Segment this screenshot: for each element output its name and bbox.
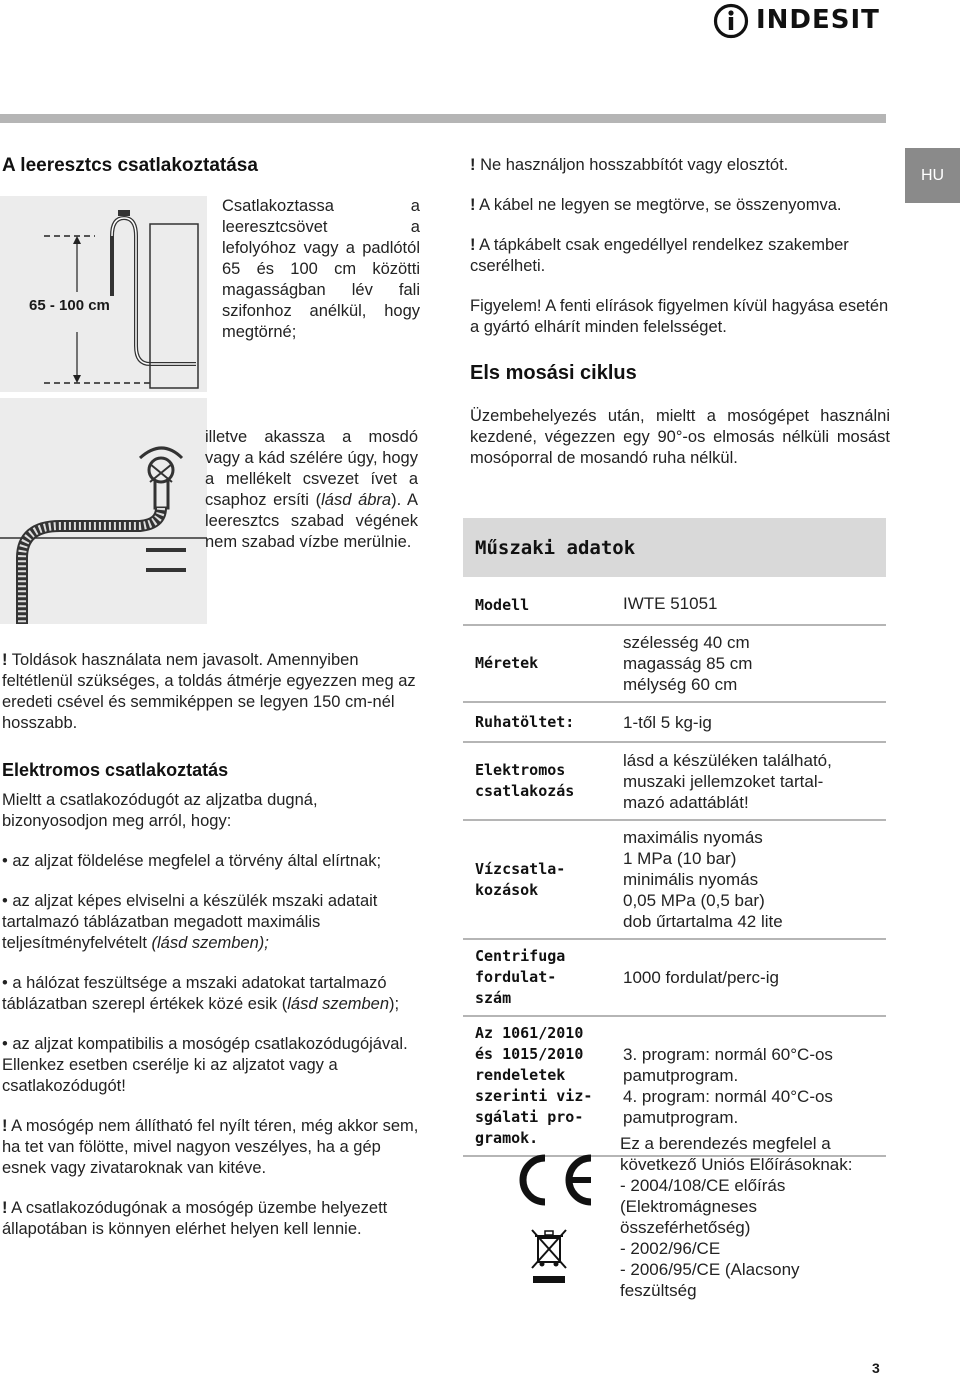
brand-logo xyxy=(712,2,888,40)
tech-data-row xyxy=(463,582,886,624)
tech-data-row xyxy=(463,938,886,1015)
cable-note-1-mark: ! xyxy=(470,156,476,174)
cable-note-3 xyxy=(470,235,890,277)
electrical-bullet-2-ref: (lásd szemben); xyxy=(151,934,269,952)
electrical-bullet-2-text: • az aljzat képes elviselni a készülék mszaki adatait tartalmazó táblázatban megadott maximális teljesítményfelvételt xyxy=(2,892,378,952)
cable-note-2 xyxy=(470,195,890,216)
tech-data-row xyxy=(463,741,886,819)
first-wash-text: Üzembehelyezés után, mieltt a mosógépet használni kezdené, végezzen egy 90°-os elmosás nélküli mosást mosóporral de mosandó ruha nélkül. xyxy=(470,407,890,467)
tech-data-row xyxy=(463,819,886,938)
weee-bin-icon xyxy=(527,1226,571,1286)
cable-note-3-body: A tápkábelt csak engedéllyel rendelkez szakember cserélheti. xyxy=(470,236,849,275)
tech-data-row xyxy=(463,624,886,701)
tech-data-header xyxy=(463,518,886,577)
drain-instruction-2-part-a: illetve akassza a mosdó vagy a kád szélére úgy, hogy a mellékelt csvezet ívet a csaphoz ersíti ( xyxy=(205,428,418,509)
height-range-label: 65 - 100 cm xyxy=(29,297,110,314)
cable-note-2-mark: ! xyxy=(470,196,476,214)
drain-instruction-2-text xyxy=(205,427,418,553)
tech-data-label: Vízcsatla- kozások xyxy=(475,859,566,899)
tech-data-value: szélesség 40 cm magasság 85 cm mélység 60 cm xyxy=(623,633,753,694)
extension-note-body: Toldások használata nem javasolt. Amennyiben feltétlenül szükséges, a toldás átmérje egyezzen meg az eredeti csével és semmiképpen se legyen 150 cm-nél hosszabb. xyxy=(2,651,416,732)
electrical-bullet-3-ref: lásd szemben xyxy=(287,995,390,1013)
language-badge-label: HU xyxy=(920,166,945,184)
drain-instruction-1 xyxy=(222,196,420,343)
page-number: 3 xyxy=(872,1360,880,1376)
outdoor-warning-mark: ! xyxy=(2,1117,8,1135)
tech-data-value: lásd a készüléken található, muszaki jellemzoket tartal- mazó adattáblát! xyxy=(623,750,832,812)
first-wash-title: Els mosási ciklus xyxy=(470,362,637,384)
electrical-bullet-3-end: ); xyxy=(389,995,400,1013)
cable-notes xyxy=(470,155,890,338)
tech-data-row xyxy=(463,701,886,741)
drain-figure-2 xyxy=(0,398,207,624)
tech-data-value: 1000 fordulat/perc-ig xyxy=(623,968,779,987)
outdoor-warning-body: A mosógép nem állítható fel nyílt téren, még akkor sem, ha tet van fölötte, mivel nagyon veszélyes, ha a gép esnek vagy zivataroknak van kitéve. xyxy=(2,1117,419,1177)
electrical-bullet-3 xyxy=(2,973,420,1015)
electrical-bullet-1: • az aljzat földelése megfelel a törvény által elírtnak; xyxy=(2,852,382,870)
drain-instruction-1-text: Csatlakoztassa a leeresztcsövet a lefolyóhoz vagy a padlótól 65 és 100 cm közötti magasságban lév fali szifonhoz anélkül, hogy megtörné; xyxy=(222,197,420,341)
electrical-bullet-2 xyxy=(2,891,420,954)
outdoor-warning xyxy=(2,1116,420,1179)
liability-warning: Figyelem! A fenti elírások figyelmen kívül hagyása esetén a gyártó elhárít minden felelsséget. xyxy=(470,297,889,336)
drain-figure-1 xyxy=(0,196,207,392)
electrical-bullet-3-text: • a hálózat feszültsége a mszaki adatokat tartalmazó táblázatban szerepl értékek közé esik ( xyxy=(2,974,387,1013)
tech-data-label: Méretek xyxy=(475,654,539,672)
tech-data-table xyxy=(463,582,886,1157)
tech-data-label: Az 1061/2010 és 1015/2010 rendeletek szerinti viz- sgálati pro- gramok. xyxy=(475,1024,593,1147)
cable-note-2-body: A kábel ne legyen se megtörve, se összenyomva. xyxy=(475,196,842,214)
cable-note-1-body: Ne használjon hosszabbítót vagy elosztót. xyxy=(475,156,789,174)
drain-instruction-2-part-b: ). A leeresztcs szabad végének nem szabad vízbe merülnie. xyxy=(205,491,418,551)
tech-data-title: Műszaki adatok xyxy=(475,537,636,559)
cable-note-1 xyxy=(470,155,890,176)
drain-section-title: A leeresztcs csatlakoztatása xyxy=(2,155,258,176)
tech-data-label: Ruhatöltet: xyxy=(475,712,575,731)
plug-access-warning-mark: ! xyxy=(2,1199,8,1217)
drain-instruction-2-ref: lásd ábra xyxy=(321,491,392,509)
extension-note-mark: ! xyxy=(2,651,8,669)
plug-access-warning xyxy=(2,1198,420,1240)
drain-height-diagram-icon xyxy=(0,196,207,392)
tech-data-label: Elektromos csatlakozás xyxy=(475,761,575,800)
electrical-section-body xyxy=(2,790,420,1240)
tech-data-value: 1-től 5 kg-ig xyxy=(623,712,712,732)
electrical-section-title: Elektromos csatlakoztatás xyxy=(2,760,229,780)
tech-data-label: Modell xyxy=(475,595,530,614)
header-rule xyxy=(0,114,886,123)
extension-note-text xyxy=(2,650,420,734)
tech-data-label: Centrifuga fordulat- szám xyxy=(475,947,566,1007)
tech-data-value: IWTE 51051 xyxy=(623,593,718,613)
brand-wordmark: INDESIT xyxy=(756,5,880,35)
ce-compliance-text: Ez a berendezés megfelel a következő Uniós Előírásoknak: - 2004/108/CE előírás (Elektromágneses összeférhetőség) - 2002/96/CE - 2006/95/CE (Alacsony feszültség xyxy=(620,1134,853,1300)
electrical-intro: Mieltt a csatlakozódugót az aljzatba dugná, bizonyosodjon meg arról, hogy: xyxy=(2,791,318,830)
sink-hook-diagram-icon xyxy=(0,398,207,624)
language-badge xyxy=(905,148,960,203)
extension-note xyxy=(2,650,420,734)
plug-access-warning-body: A csatlakozódugónak a mosógép üzembe helyezett állapotában is könnyen elérhet helyen kell lennie. xyxy=(2,1199,388,1238)
electrical-bullet-4: • az aljzat kompatibilis a mosógép csatlakozódugójával. Ellenkez esetben cserélje ki az aljzatot vagy a csatlakozódugót! xyxy=(2,1035,408,1095)
cable-note-3-mark: ! xyxy=(470,236,476,254)
tech-data-value: maximális nyomás 1 MPa (10 bar) minimális nyomás 0,05 MPa (0,5 bar) dob űrtartalma 42 lite xyxy=(623,828,783,931)
tech-data-value: 3. program: normál 60°C-os pamutprogram. 4. program: normál 40°C-os pamutprogram. xyxy=(623,1045,833,1127)
drain-instruction-2 xyxy=(205,427,418,553)
